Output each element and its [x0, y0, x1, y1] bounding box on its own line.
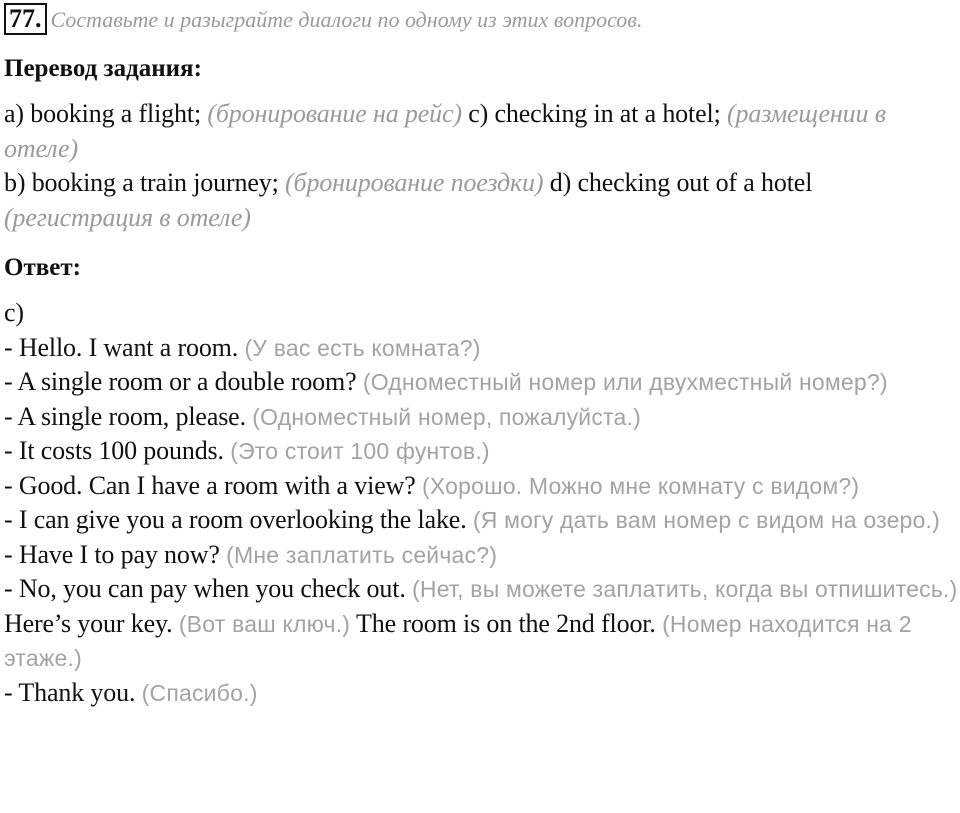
option-b: b) booking a train journey;	[4, 168, 279, 197]
dialogue-russian: (Вот ваш ключ.)	[178, 610, 351, 637]
option-b-translation: (бронирование поездки)	[285, 168, 544, 197]
dialogue-line	[4, 434, 958, 469]
dialogue-english: The room is on the 2nd floor.	[356, 608, 656, 638]
option-d: d) checking out of a hotel	[549, 168, 813, 197]
dialogue-english: Here’s your key.	[4, 608, 173, 638]
dialogue-line	[4, 365, 958, 400]
option-a-translation: (бронирование на рейс)	[207, 99, 462, 128]
task-header	[4, 3, 642, 37]
dialogue-line	[4, 331, 958, 366]
dialogue-english: - No, you can pay when you check out.	[4, 574, 406, 603]
dialogue-english: - Thank you.	[4, 677, 136, 707]
answer-label: c)	[4, 298, 24, 327]
dialogue-english: - A single room, please.	[4, 401, 246, 431]
dialogue-line	[4, 572, 958, 676]
dialogue-line	[4, 538, 958, 573]
dialogue-line	[4, 400, 958, 435]
option-d-translation: (регистрация в отеле)	[4, 202, 251, 232]
dialogue-russian: (Я могу дать вам номер с видом на озеро.)	[472, 507, 940, 533]
dialogue-russian: (Хорошо. Можно мне комнату с видом?)	[421, 472, 860, 499]
answer-heading: Ответ:	[4, 254, 81, 281]
dialogue-russian: (Одноместный номер или двухместный номер?)	[362, 369, 888, 395]
dialogue-russian: (Нет, вы можете заплатить, когда вы отпишитесь.)	[412, 576, 958, 602]
dialogue-english: - I can give you a room overlooking the lake.	[4, 505, 467, 534]
options-block	[4, 97, 958, 235]
dialogue-russian: (Спасибо.)	[141, 679, 258, 706]
dialogue-line	[4, 676, 958, 711]
options-line-bd	[4, 166, 958, 235]
translation-heading: Перевод задания:	[4, 55, 202, 82]
dialogue-russian: (Это стоит 100 фунтов.)	[230, 438, 490, 464]
dialogue-english: - Good. Can I have a room with a view?	[4, 470, 416, 500]
options-line-ac	[4, 97, 958, 166]
option-c-translation: (размещении в отеле)	[4, 99, 886, 163]
option-c: c) checking in at a hotel;	[468, 99, 721, 128]
dialogue-block	[4, 296, 958, 710]
task-number: 77.	[4, 3, 47, 35]
dialogue-russian: (Номер находится на 2 этаже.)	[4, 610, 912, 671]
dialogue-russian: (У вас есть комната?)	[244, 334, 481, 361]
dialogue-english: - It costs 100 pounds.	[4, 436, 224, 465]
task-instruction: Составьте и разыграйте диалоги по одному из этих вопросов.	[50, 7, 643, 32]
dialogue-english: - A single room or a double room?	[4, 367, 357, 396]
dialogue-english: - Have I to pay now?	[4, 539, 220, 569]
dialogue-line	[4, 503, 958, 538]
option-a: a) booking a flight;	[4, 99, 202, 128]
dialogue-russian: (Одноместный номер, пожалуйста.)	[252, 403, 641, 430]
dialogue-line	[4, 469, 958, 504]
dialogue-english: - Hello. I want a room.	[4, 332, 239, 362]
dialogue-russian: (Мне заплатить сейчас?)	[226, 541, 498, 568]
